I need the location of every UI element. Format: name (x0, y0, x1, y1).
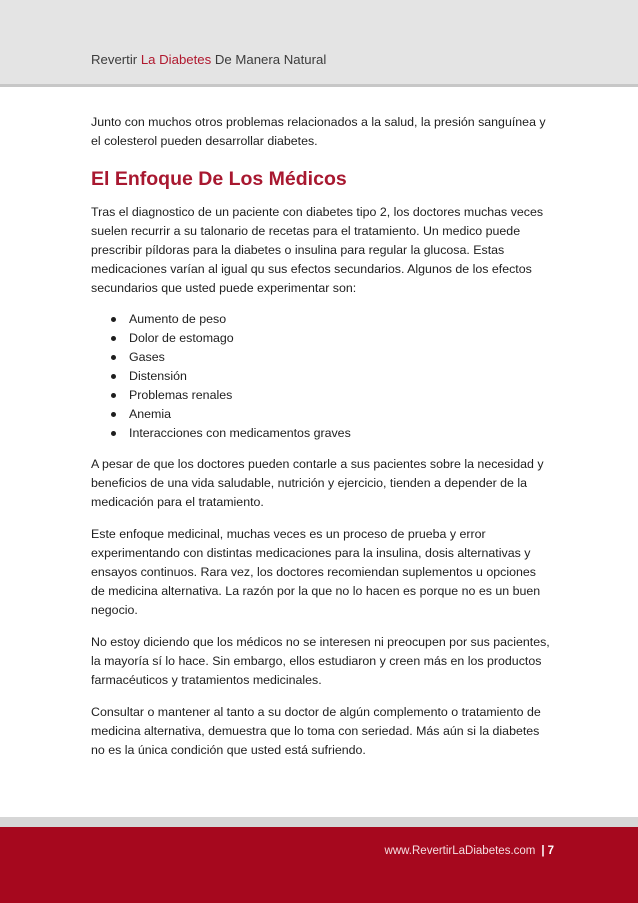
footer-divider (0, 817, 638, 827)
list-item-text: Dolor de estomago (129, 331, 234, 345)
footer-separator: | (541, 845, 545, 857)
footer-url-link[interactable]: www.RevertirLaDiabetes.com (384, 845, 536, 857)
list-item-text: Distensión (129, 369, 187, 383)
page-footer (0, 827, 638, 903)
page-header (0, 0, 638, 84)
list-item-text: Gases (129, 350, 165, 364)
list-item (111, 367, 551, 386)
page-number: 7 (547, 845, 554, 857)
header-title-suffix: De Manera Natural (211, 52, 327, 67)
footer-info (385, 845, 554, 857)
list-item (111, 405, 551, 424)
section-heading: El Enfoque De Los Médicos (91, 168, 347, 190)
list-item (111, 329, 551, 348)
bullet-icon (111, 431, 116, 436)
side-effects-list (91, 310, 551, 443)
list-item-text: Interacciones con medicamentos graves (129, 426, 351, 440)
bullet-icon (111, 374, 116, 379)
bullet-icon (111, 412, 116, 417)
body-paragraph: Este enfoque medicinal, muchas veces es un proceso de prueba y error experimentando con distintas medicaciones para la insulina, dosis alternativas y ensayos continuos. Rara vez, los doctores recomiendan suplementos u opciones de medicina alternativa. La razón por la que no lo hacen es porque no es un buen negocio. (91, 527, 541, 617)
page-body (91, 113, 551, 760)
bullet-icon (111, 355, 116, 360)
bullet-icon (111, 393, 116, 398)
header-title-prefix: Revertir (91, 52, 141, 67)
body-paragraph: No estoy diciendo que los médicos no se interesen ni preocupen por sus pacientes, la mayoría sí lo hace. Sin embargo, ellos estudiaron y creen más en los productos farmacéuticos y tratamientos medicinales. (91, 635, 550, 687)
list-item-text: Problemas renales (129, 388, 233, 402)
bullet-icon (111, 336, 116, 341)
list-item (111, 348, 551, 367)
list-item (111, 310, 551, 329)
header-divider (0, 84, 638, 87)
body-paragraph: A pesar de que los doctores pueden contarle a sus pacientes sobre la necesidad y beneficios de una vida saludable, nutrición y ejercicio, tienden a depender de la medicación para el tratamiento. (91, 457, 544, 509)
bullet-icon (111, 317, 116, 322)
list-item-text: Anemia (129, 407, 172, 421)
list-item-text: Aumento de peso (129, 312, 227, 326)
header-title-accent: La Diabetes (140, 52, 212, 67)
list-item (111, 386, 551, 405)
list-item (111, 424, 551, 443)
intro-paragraph: Junto con muchos otros problemas relacionados a la salud, la presión sanguínea y el colesterol pueden desarrollar diabetes. (91, 115, 546, 148)
header-title (91, 52, 326, 67)
body-paragraph: Consultar o mantener al tanto a su doctor de algún complemento o tratamiento de medicina alternativa, demuestra que lo toma con seriedad. Más aún si la diabetes no es la única condición que usted está sufriendo. (91, 705, 541, 757)
section-lead-paragraph: Tras el diagnostico de un paciente con diabetes tipo 2, los doctores muchas veces suelen recurrir a su talonario de recetas para el tratamiento. Un medico puede prescribir píldoras para la diabetes o insulina para regular la glucosa. Estas medicaciones varían al igual qu sus efectos secundarios. Algunos de los efectos secundarios que usted puede experimentar son: (91, 205, 544, 295)
